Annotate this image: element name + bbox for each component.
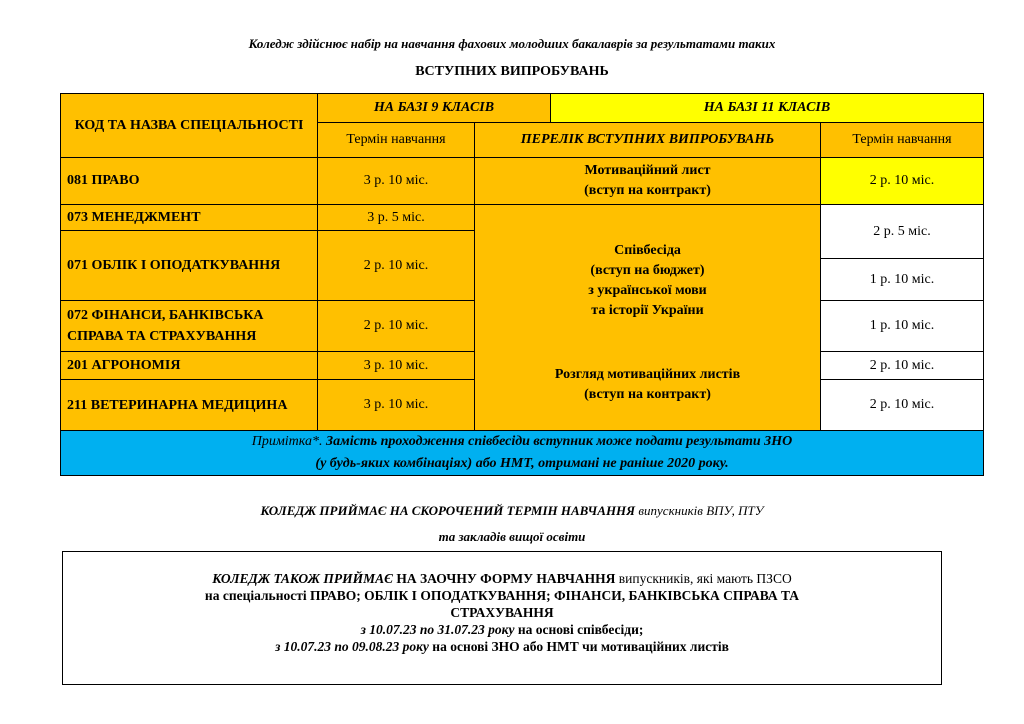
specialty-finance: 072 ФІНАНСИ, БАНКІВСЬКА СПРАВА ТА СТРАХУВАННЯ (61, 301, 318, 352)
term11-management: 2 р. 5 міс. (821, 205, 984, 259)
correspondence-line-3: СТРАХУВАННЯ (450, 605, 554, 620)
term-header-11: Термін навчання (821, 123, 984, 158)
base11-header: НА БАЗІ 11 КЛАСІВ (551, 94, 984, 123)
exams-header: ПЕРЕЛІК ВСТУПНИХ ВИПРОБУВАНЬ (475, 123, 821, 158)
term9-accounting: 2 р. 10 міс. (318, 231, 475, 301)
term11-veterinary: 2 р. 10 міс. (821, 380, 984, 431)
term9-finance: 2 р. 10 міс. (318, 301, 475, 352)
specialty-agronomy: 201 АГРОНОМІЯ (61, 352, 318, 380)
specialty-accounting: 071 ОБЛІК І ОПОДАТКУВАННЯ (61, 231, 318, 301)
specialty-veterinary: 211 ВЕТЕРИНАРНА МЕДИЦИНА (61, 380, 318, 431)
correspondence-line-4: з 10.07.23 по 31.07.23 року на основі співбесіди; (360, 622, 644, 637)
term11-law: 2 р. 10 міс. (821, 158, 984, 205)
specialty-law: 081 ПРАВО (61, 158, 318, 205)
term9-law: 3 р. 10 міс. (318, 158, 475, 205)
note-text-2: (у будь-яких комбінаціях) або НМТ, отримані не раніше 2020 року. (315, 456, 729, 471)
note-text-1: Замість проходження співбесіди вступник може подати результати ЗНО (322, 434, 793, 449)
correspondence-line-2: на спеціальності ПРАВО; ОБЛІК І ОПОДАТКУВАННЯ; ФІНАНСИ, БАНКІВСЬКА СПРАВА ТА (204, 588, 800, 603)
shortened-term-line-2: та закладів вищої освіти (438, 529, 586, 544)
term9-management: 3 р. 5 міс. (318, 205, 475, 231)
exam-law: Мотиваційний лист (вступ на контракт) (475, 158, 821, 205)
correspondence-line-5: з 10.07.23 по 09.08.23 року на основі ЗНО або НМТ чи мотиваційних листів (275, 639, 729, 654)
term11-agronomy: 2 р. 10 міс. (821, 352, 984, 380)
term9-agronomy: 3 р. 10 міс. (318, 352, 475, 380)
page-title: ВСТУПНИХ ВИПРОБУВАНЬ (415, 64, 609, 79)
term11-accounting: 1 р. 10 міс. (821, 259, 984, 301)
correspondence-box (62, 551, 942, 685)
term9-veterinary: 3 р. 10 міс. (318, 380, 475, 431)
admissions-table (60, 93, 984, 476)
exam-other: Співбесіда (вступ на бюджет) з української мови та історії України Розгляд мотиваційних листів (вступ на контракт) (475, 205, 821, 431)
code-name-header: КОД ТА НАЗВА СПЕЦІАЛЬНОСТІ (61, 94, 318, 158)
term-header-9: Термін навчання (318, 123, 475, 158)
correspondence-line-1: КОЛЕДЖ ТАКОЖ ПРИЙМАЄ НА ЗАОЧНУ ФОРМУ НАВЧАННЯ випускників, які мають ПЗСО (212, 571, 792, 586)
specialty-management: 073 МЕНЕДЖМЕНТ (61, 205, 318, 231)
intro-line: Коледж здійснює набір на навчання фахових молодших бакалаврів за результатами таких (248, 36, 776, 51)
base9-header: НА БАЗІ 9 КЛАСІВ (318, 94, 551, 123)
shortened-term-line: КОЛЕДЖ ПРИЙМАЄ НА СКОРОЧЕНИЙ ТЕРМІН НАВЧАННЯ випускників ВПУ, ПТУ (260, 503, 764, 518)
term11-finance: 1 р. 10 міс. (821, 301, 984, 352)
note-prefix: Примітка*. (251, 434, 323, 449)
note (61, 431, 984, 476)
